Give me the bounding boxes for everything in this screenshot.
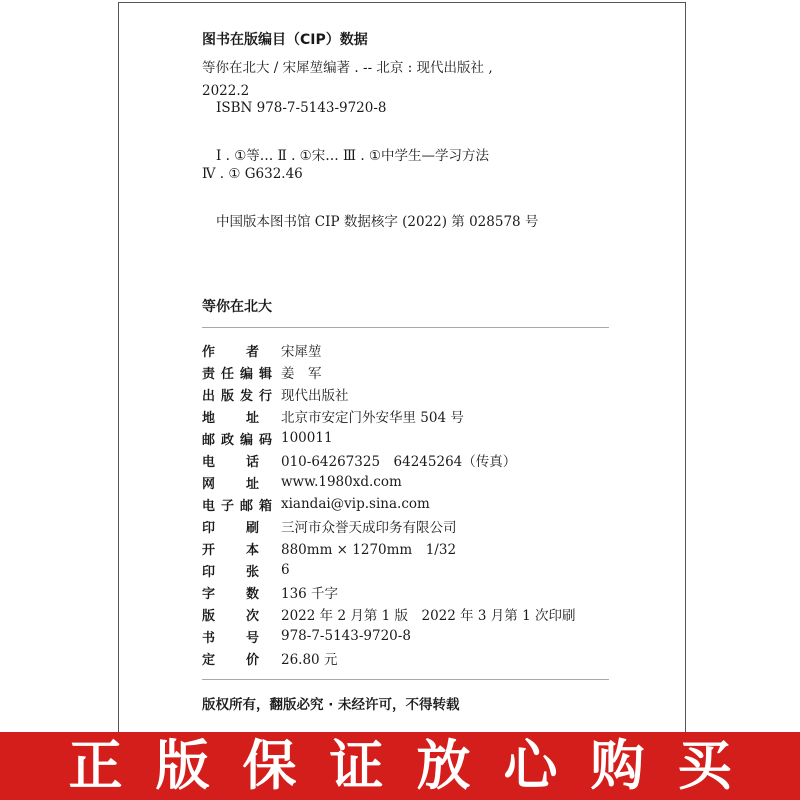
detail-value: 2022 年 2 月第 1 版 2022 年 3 月第 1 次印刷 [281,608,576,624]
copyright-page [118,2,686,732]
cip-line: 2022.2 [202,83,250,99]
detail-value: 010-64267325 64245264（传真） [281,454,517,470]
cip-record-number: 中国版本图书馆 CIP 数据核字 (2022) 第 028578 号 [216,214,539,230]
detail-value: 宋犀堃 [281,344,322,360]
detail-row-author [202,340,322,360]
book-title: 等你在北大 [202,299,272,315]
detail-value: 26.80 元 [281,652,338,668]
detail-label: 地址 [202,410,259,426]
banner-char: 心 [503,734,558,797]
detail-label: 开本 [202,542,259,558]
detail-label: 邮政编码 [202,432,272,448]
divider [202,327,609,328]
detail-label: 印刷 [202,520,259,536]
detail-label: 责任编辑 [202,366,272,382]
detail-label: 定价 [202,652,259,668]
detail-row-format [202,538,456,558]
banner-char: 购 [590,734,645,797]
detail-row-publisher [202,384,349,404]
detail-row-email [202,494,430,514]
detail-value: 姜 军 [281,366,322,382]
detail-value: www.1980xd.com [281,474,402,490]
detail-label: 字数 [202,586,259,602]
detail-label: 作者 [202,344,259,360]
cip-classification: Ⅰ . ①等… Ⅱ . ①宋… Ⅲ . ①中学生—学习方法 [216,148,490,164]
detail-row-edition [202,604,575,624]
detail-row-address [202,406,464,426]
detail-label: 版次 [202,608,259,624]
divider [202,679,609,680]
banner-char: 买 [677,734,732,797]
banner-char: 正 [68,734,123,797]
detail-label: 网址 [202,476,259,492]
detail-value: 现代出版社 [281,388,349,404]
detail-value: 三河市众誉天成印务有限公司 [281,520,457,536]
detail-value: 978-7-5143-9720-8 [281,628,411,644]
detail-value: 100011 [281,430,333,446]
detail-row-phone [202,450,516,470]
detail-row-isbn [202,626,411,646]
banner-char: 证 [329,734,384,797]
detail-label: 印张 [202,564,259,580]
detail-value: 6 [281,562,290,578]
detail-label: 出版发行 [202,388,272,404]
detail-row-word-count [202,582,338,602]
cip-line: 等你在北大 / 宋犀堃编著 . -- 北京 : 现代出版社 , [202,60,493,76]
detail-value: 880mm × 1270mm 1/32 [281,542,457,558]
detail-value: 北京市安定门外安华里 504 号 [281,410,464,426]
detail-value: 136 千字 [281,586,339,602]
detail-value: xiandai@vip.sina.com [281,496,430,512]
detail-row-postcode [202,428,333,448]
detail-label: 电话 [202,454,259,470]
cip-heading: 图书在版编目（CIP）数据 [202,32,368,48]
banner-char: 保 [242,734,297,797]
detail-label: 书号 [202,630,259,646]
detail-row-printer [202,516,457,536]
detail-row-website [202,472,402,492]
detail-label: 电子邮箱 [202,498,272,514]
authentic-guarantee-banner [0,732,800,800]
banner-char: 版 [155,734,210,797]
cip-classification-number: Ⅳ . ① G632.46 [202,166,303,182]
banner-char: 放 [416,734,471,797]
detail-row-price [202,648,337,668]
detail-row-editor [202,362,322,382]
copyright-notice: 版权所有，翻版必究 · 未经许可，不得转载 [202,697,460,713]
detail-row-sheets [202,560,290,580]
cip-isbn: ISBN 978-7-5143-9720-8 [216,100,387,116]
